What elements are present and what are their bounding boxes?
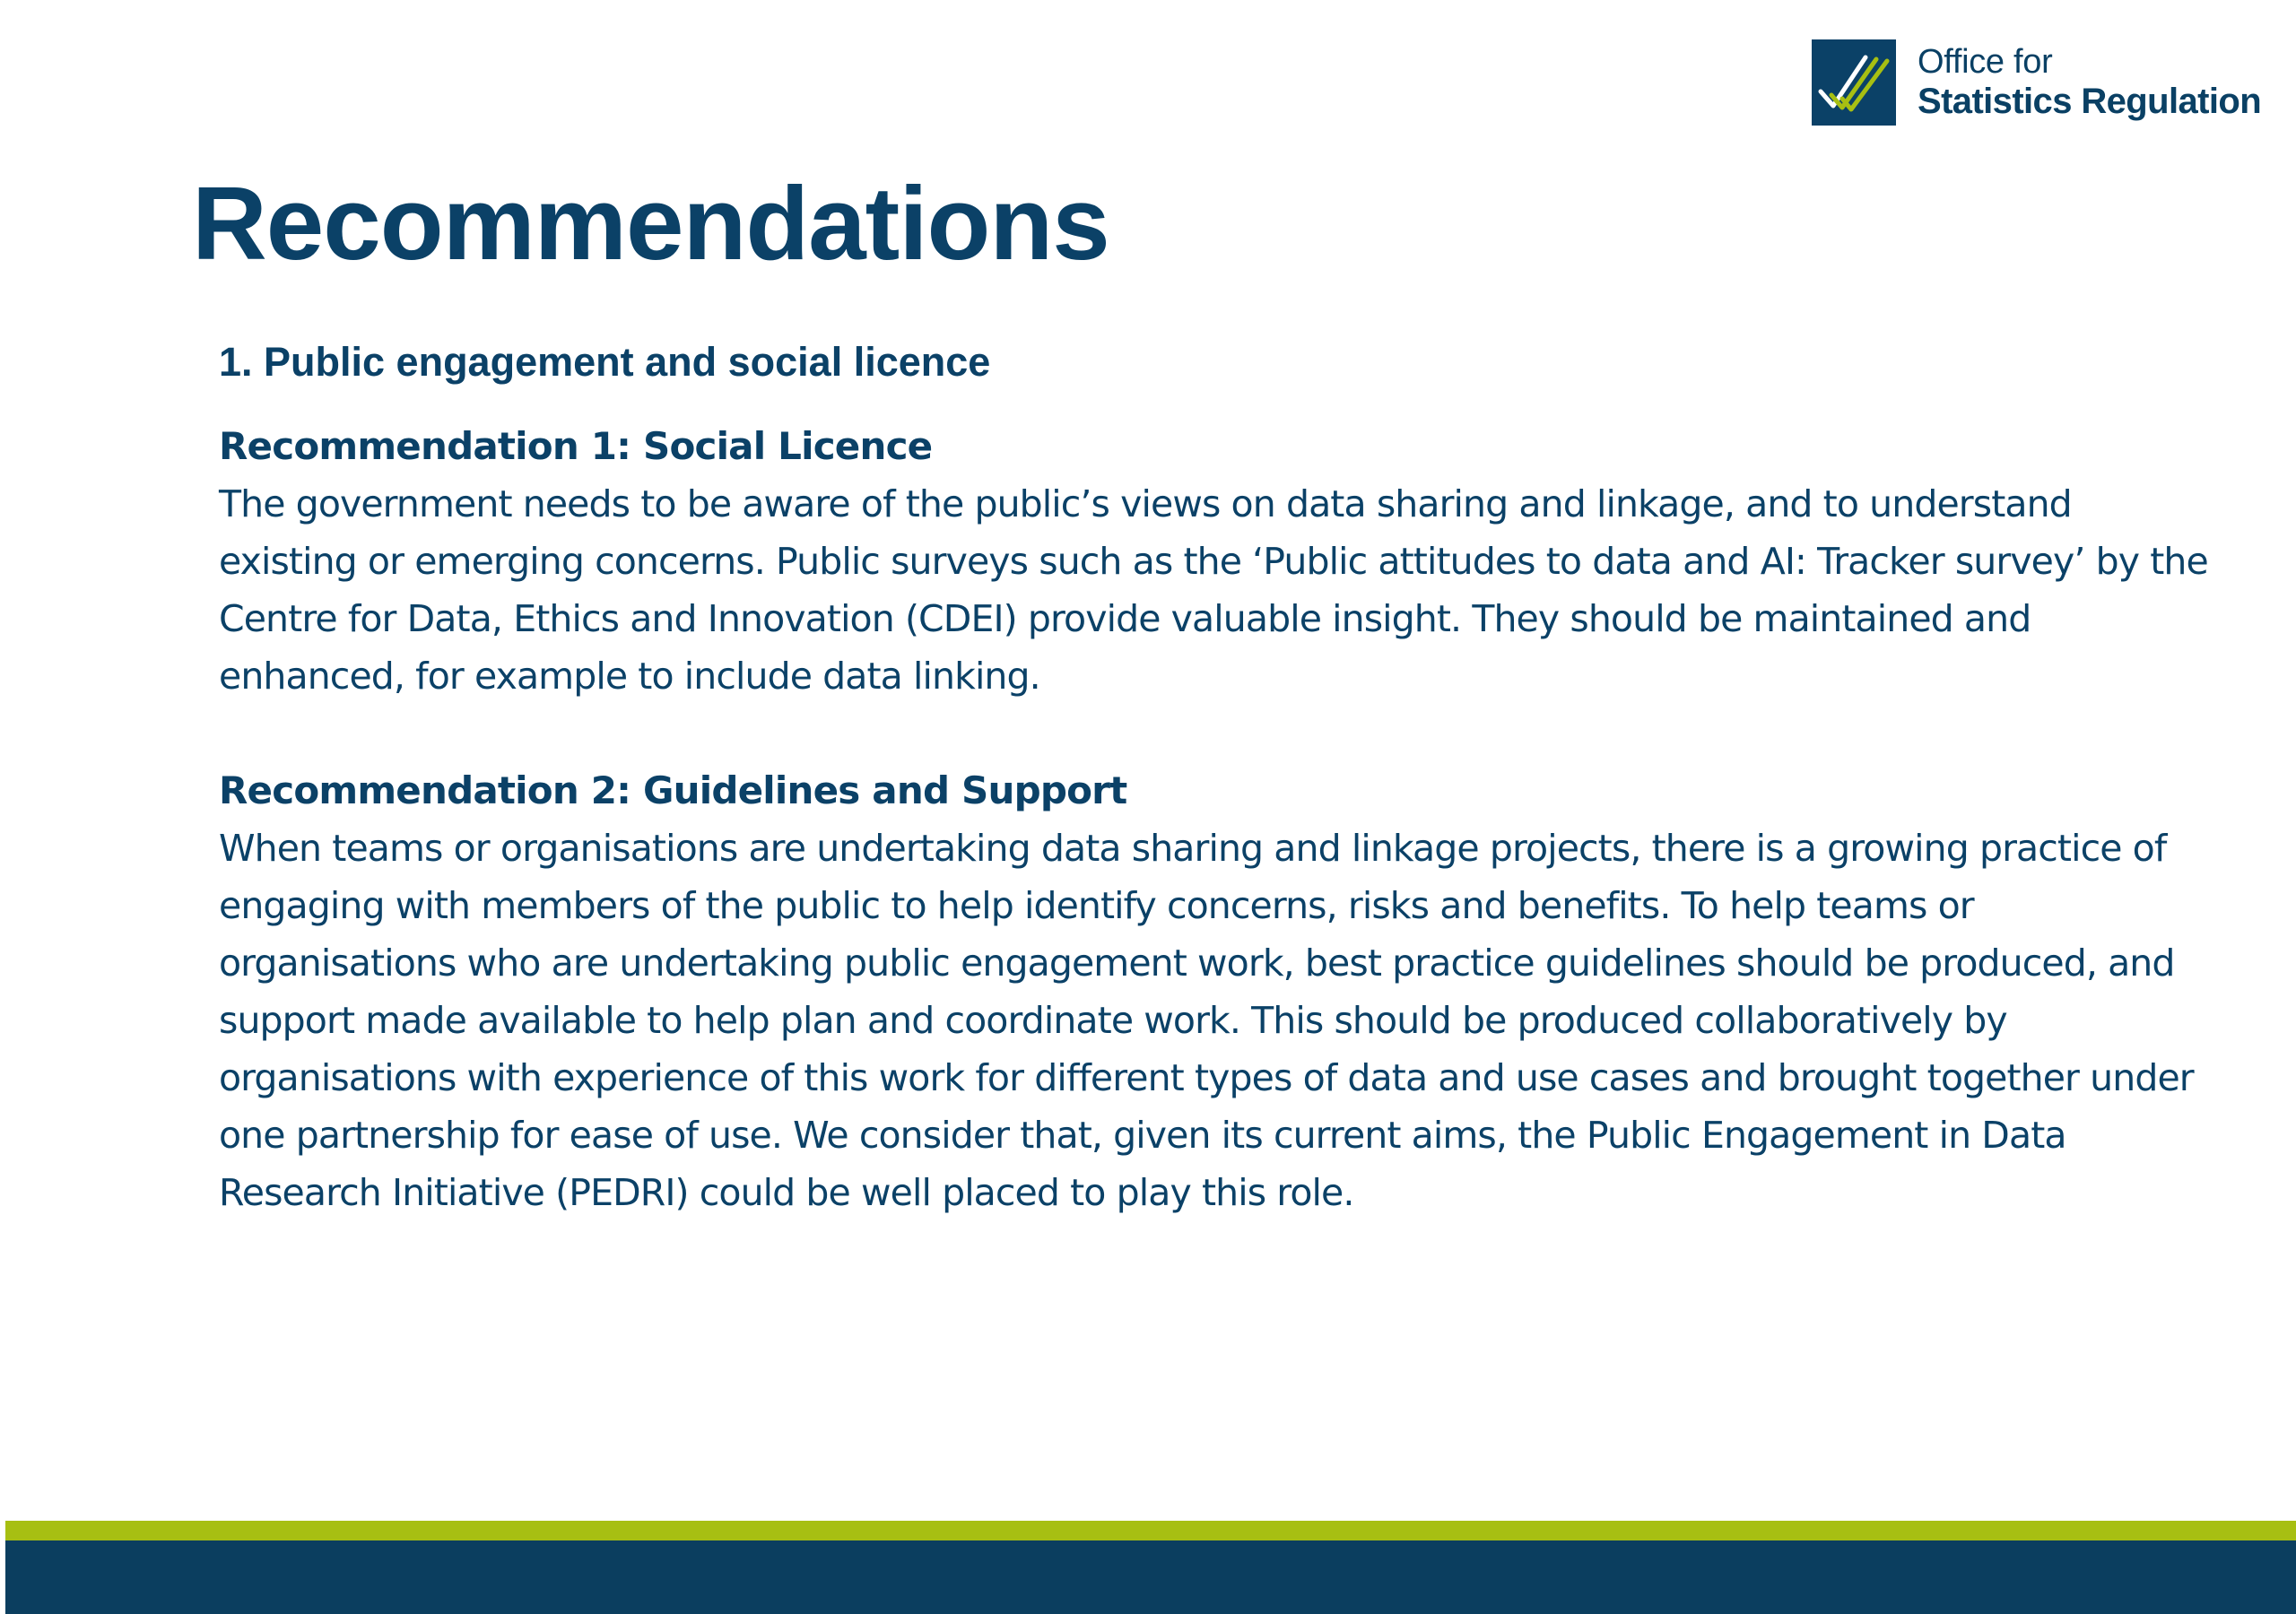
recommendation-title: Recommendation 1: Social Licence — [219, 424, 933, 468]
osr-logo — [1812, 39, 2261, 126]
footer-accent-bar — [5, 1521, 2296, 1540]
footer-bar — [5, 1540, 2296, 1614]
recommendation-body: The government needs to be aware of the public’s views on data sharing and linkage, and to understand existing or emerging concerns. Public surveys such as the ‘Public attitudes to data and AI: Tracker survey’ by the Centre for Data, Ethics and Innovation (CDEI) provide valuable insight. They should be maintained and enhanced, for example to include data linking. — [219, 482, 2208, 698]
checkmark-logo-icon — [1812, 39, 1896, 126]
recommendation-2 — [219, 762, 2219, 1221]
logo-text — [1918, 43, 2261, 121]
recommendation-title: Recommendation 2: Guidelines and Support — [219, 768, 1127, 812]
recommendation-body: When teams or organisations are undertaking data sharing and linkage projects, there is a growing practice of engaging with members of the public to help identify concerns, risks and benefits. To help teams or organisations who are undertaking public engagement work, best practice guidelines should be produced, and support made available to help plan and coordinate work. This should be produced collaboratively by organisations with experience of this work for different types of data and use cases and brought together under one partnership for ease of use. We consider that, given its current aims, the Public Engagement in Data Research Initiative (PEDRI) could be well placed to play this role. — [219, 827, 2194, 1214]
section-heading: 1. Public engagement and social licence — [219, 339, 991, 385]
page-title: Recommendations — [192, 165, 1109, 282]
logo-line-1: Office for — [1918, 43, 2053, 82]
logo-line-2: Statistics Regulation — [1918, 81, 2262, 121]
recommendation-1 — [219, 418, 2219, 705]
